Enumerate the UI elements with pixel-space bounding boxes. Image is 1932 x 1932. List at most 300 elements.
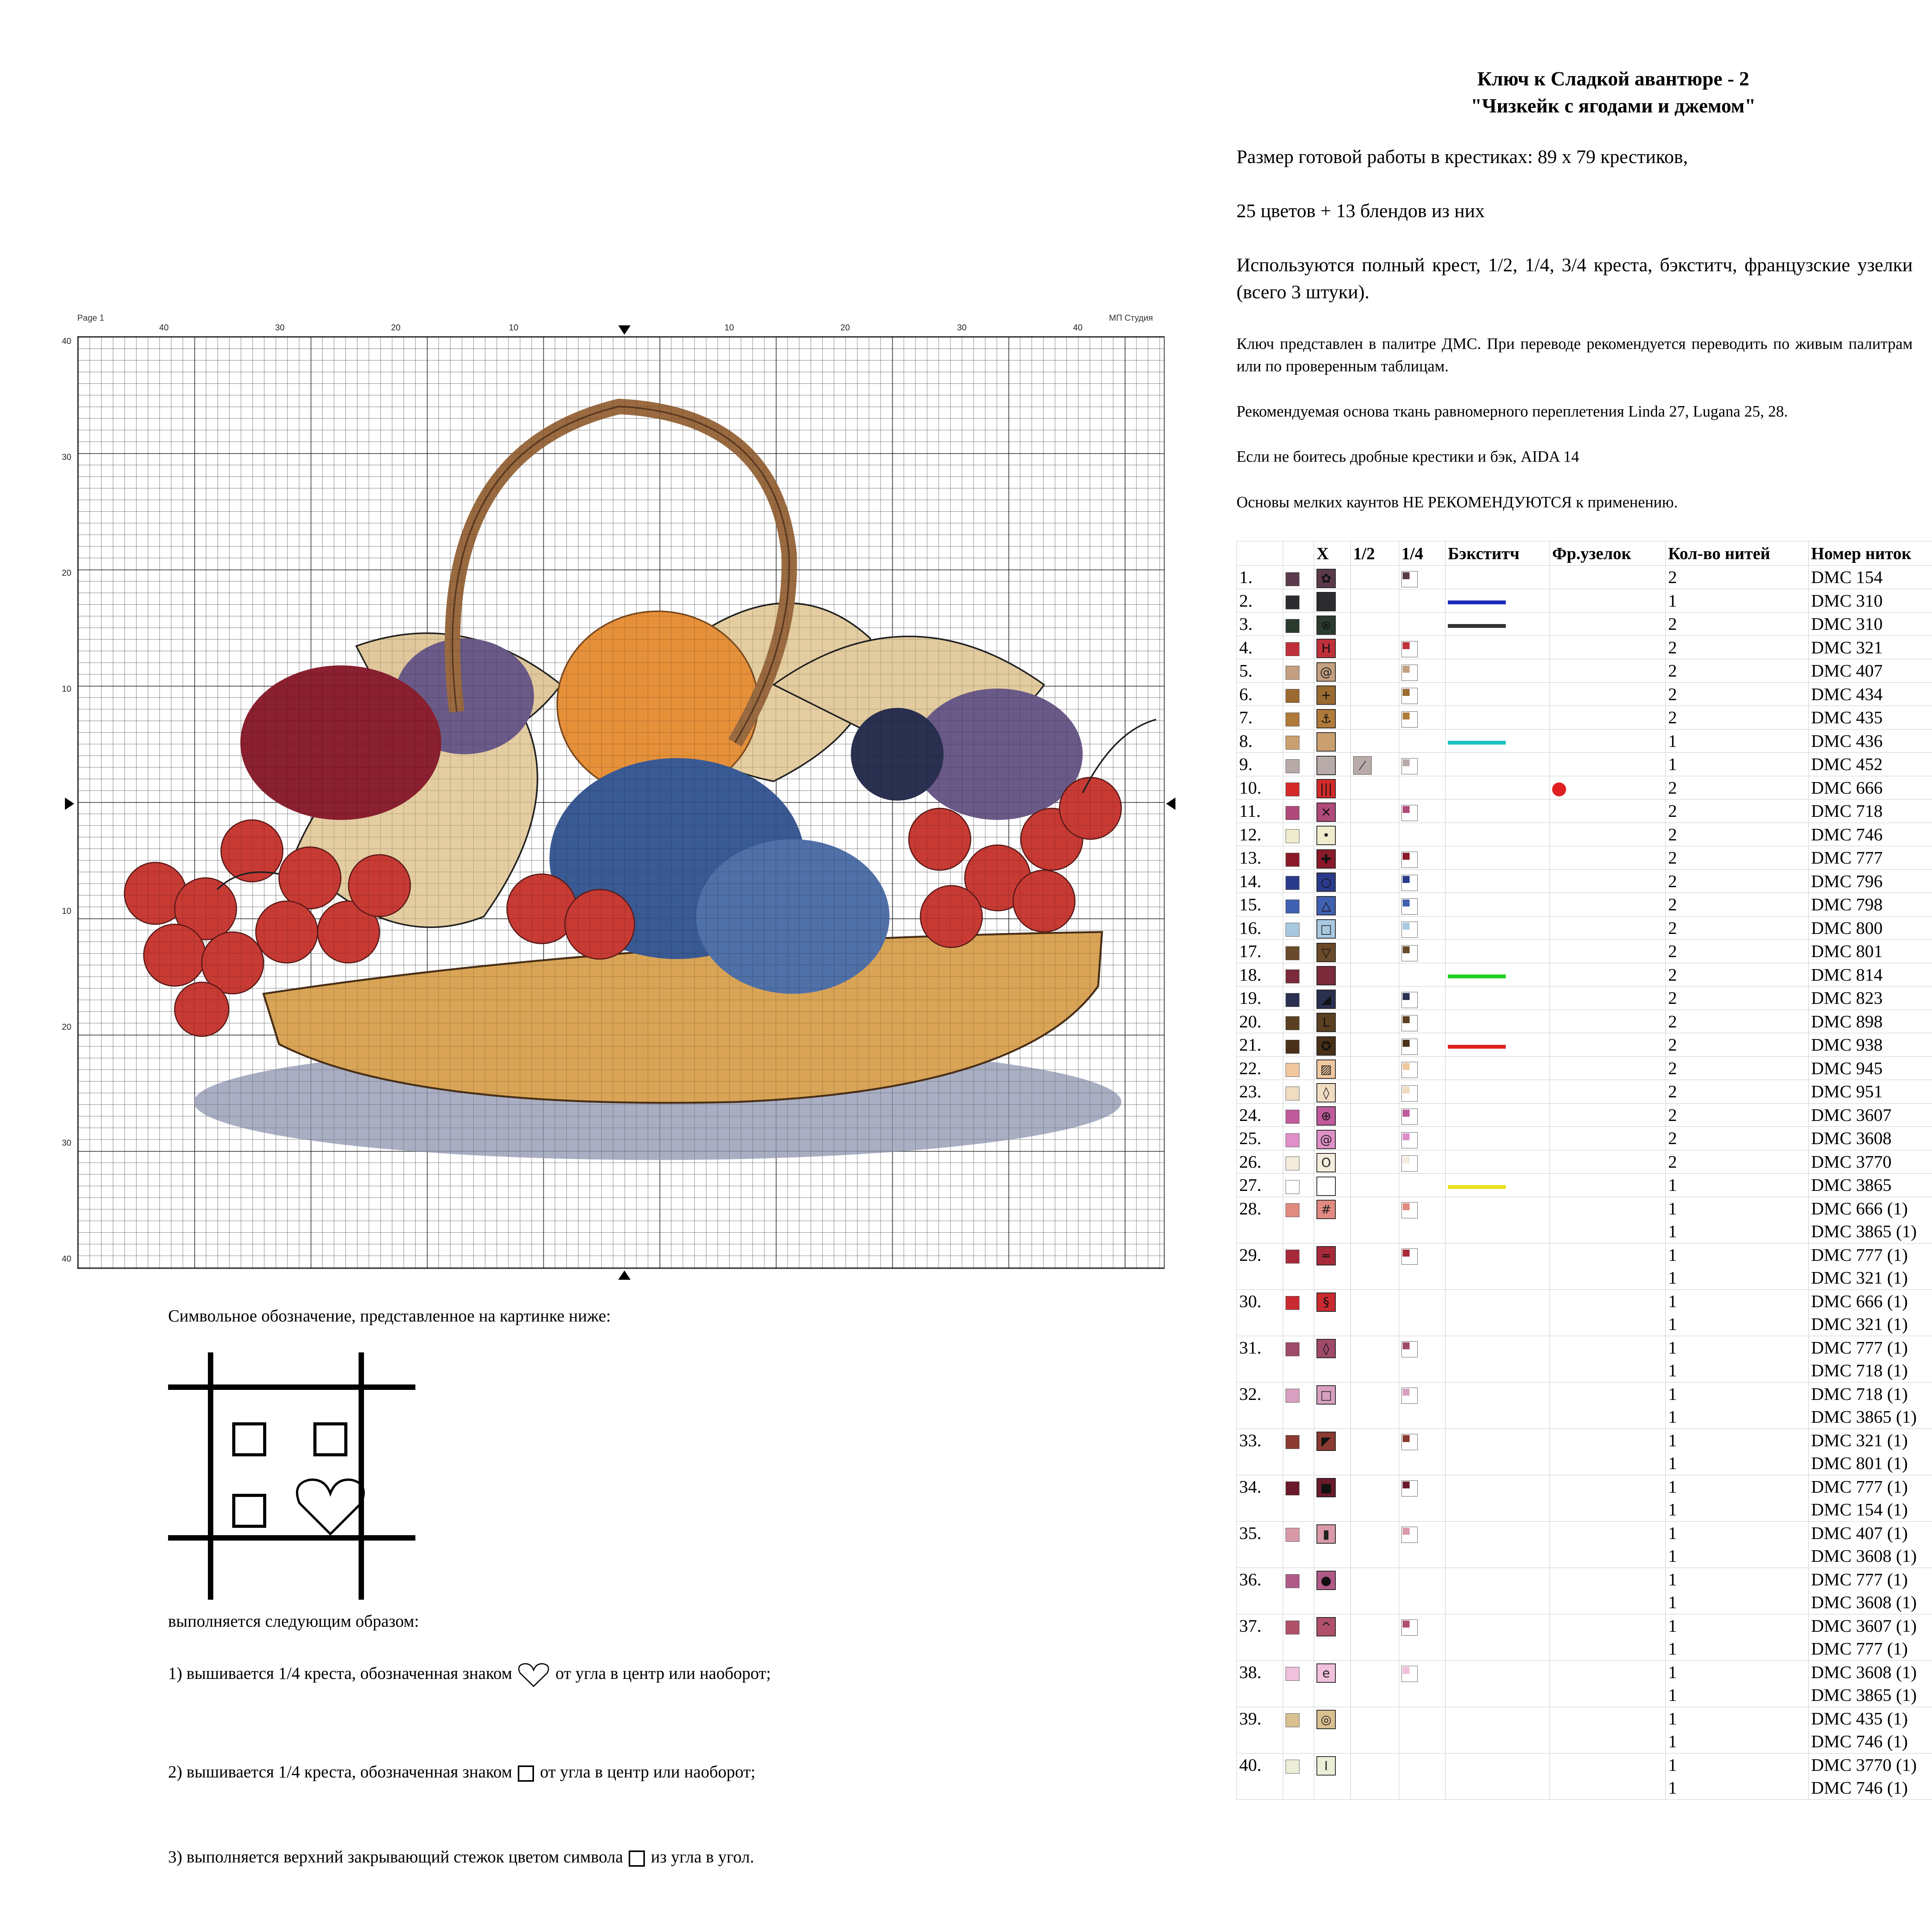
cell-color bbox=[1283, 963, 1314, 986]
cell-half bbox=[1351, 916, 1399, 940]
cell-thread-count: 2 bbox=[1666, 1010, 1809, 1033]
table-row bbox=[1237, 799, 1932, 823]
quarter-stitch-symbol bbox=[1401, 665, 1418, 681]
cell-backstitch bbox=[1446, 1127, 1550, 1150]
cell-french-knot bbox=[1550, 1336, 1666, 1359]
step1-text-end: от угла в центр или наоборот; bbox=[555, 1664, 771, 1683]
quarter-stitch-symbol bbox=[1401, 688, 1418, 704]
cell-number: 7. bbox=[1237, 706, 1283, 730]
table-row bbox=[1237, 1243, 1932, 1266]
cell-backstitch bbox=[1446, 1103, 1550, 1127]
key-title bbox=[1236, 66, 1932, 120]
table-row bbox=[1237, 659, 1932, 683]
stitch-symbol bbox=[1316, 592, 1336, 611]
cell-quarter bbox=[1399, 1660, 1446, 1684]
quarter-stitch-symbol bbox=[1401, 992, 1418, 1008]
quarter-stitch-symbol bbox=[1401, 875, 1418, 891]
cell-quarter bbox=[1399, 1056, 1446, 1080]
cell-color bbox=[1283, 1289, 1314, 1313]
backstitch-line bbox=[1448, 741, 1506, 745]
cell-dmc-number: DMC 3607 bbox=[1809, 1103, 1932, 1127]
stitch-symbol: L bbox=[1316, 1013, 1336, 1032]
cell-number bbox=[1237, 1730, 1283, 1753]
table-row bbox=[1237, 1313, 1932, 1336]
cell-half bbox=[1351, 729, 1399, 753]
cross-stitch-chart bbox=[58, 309, 1179, 1283]
cell-backstitch bbox=[1446, 1266, 1550, 1289]
cell-half bbox=[1351, 1776, 1399, 1799]
cell-backstitch bbox=[1446, 916, 1550, 940]
cell-thread-count: 1 bbox=[1666, 1452, 1809, 1475]
cell-number bbox=[1237, 1266, 1283, 1289]
cell-half bbox=[1351, 776, 1399, 799]
cell-dmc-number: DMC 3865 (1) bbox=[1809, 1405, 1932, 1429]
stitch-symbol bbox=[1316, 756, 1336, 775]
cell-french-knot bbox=[1550, 1568, 1666, 1591]
cell-dmc-number: DMC 666 (1) bbox=[1809, 1289, 1932, 1313]
color-swatch bbox=[1286, 1203, 1299, 1217]
palette-text: Ключ представлен в палитре ДМС. При переводе рекомендуется переводить по живым палитрам или по проверенным таблицам. bbox=[1236, 335, 1913, 375]
cell-dmc-number: DMC 718 (1) bbox=[1809, 1359, 1932, 1382]
cell-backstitch bbox=[1446, 776, 1550, 799]
stitch-symbol: @ bbox=[1316, 1130, 1336, 1149]
cell-color bbox=[1283, 1660, 1314, 1684]
stitch-symbol bbox=[1316, 1177, 1336, 1196]
cell-french-knot bbox=[1550, 706, 1666, 730]
cell-half bbox=[1351, 636, 1399, 659]
cell-backstitch bbox=[1446, 1173, 1550, 1197]
cell-half bbox=[1351, 1730, 1399, 1753]
cell-french-knot bbox=[1550, 1313, 1666, 1336]
cell-backstitch bbox=[1446, 1080, 1550, 1104]
cell-half bbox=[1351, 1220, 1399, 1243]
cell-number: 2. bbox=[1237, 589, 1283, 612]
top-tick: 40 bbox=[1073, 323, 1083, 332]
backstitch-line bbox=[1448, 600, 1506, 604]
cell-french-knot bbox=[1550, 963, 1666, 986]
cell-french-knot bbox=[1550, 1127, 1666, 1150]
color-swatch bbox=[1286, 642, 1299, 656]
cell-dmc-number: DMC 321 (1) bbox=[1809, 1429, 1932, 1452]
cell-color bbox=[1283, 566, 1314, 589]
color-swatch bbox=[1286, 853, 1299, 867]
cell-quarter bbox=[1399, 963, 1446, 986]
cell-backstitch bbox=[1446, 706, 1550, 730]
cell-x-symbol bbox=[1314, 1127, 1351, 1150]
cell-backstitch bbox=[1446, 1475, 1550, 1498]
cell-backstitch bbox=[1446, 1197, 1550, 1220]
cell-backstitch bbox=[1446, 753, 1550, 776]
stitch-symbol: ◢ bbox=[1316, 990, 1336, 1009]
cell-thread-count: 1 bbox=[1666, 1405, 1809, 1429]
quarter-stitch-symbol bbox=[1401, 1619, 1418, 1636]
cell-backstitch bbox=[1446, 566, 1550, 589]
stitch-symbol: H bbox=[1316, 639, 1336, 658]
center-bottom-arrow bbox=[618, 1270, 631, 1280]
table-row bbox=[1237, 706, 1932, 730]
cell-dmc-number: DMC 777 (1) bbox=[1809, 1568, 1932, 1591]
center-right-arrow bbox=[1166, 798, 1175, 810]
cell-x-symbol bbox=[1314, 1707, 1351, 1730]
quarter-stitch-symbol bbox=[1401, 571, 1418, 587]
cell-x-symbol bbox=[1314, 986, 1351, 1010]
quarter-stitch-symbol bbox=[1401, 1388, 1418, 1404]
cell-number: 4. bbox=[1237, 636, 1283, 659]
cell-half bbox=[1351, 1173, 1399, 1197]
cell-french-knot bbox=[1550, 1452, 1666, 1475]
cell-number: 11. bbox=[1237, 799, 1283, 823]
left-tick: 20 bbox=[62, 568, 71, 578]
table-row bbox=[1237, 1150, 1932, 1173]
cell-half bbox=[1351, 1452, 1399, 1475]
cell-thread-count: 2 bbox=[1666, 659, 1809, 683]
cell-thread-count: 1 bbox=[1666, 1220, 1809, 1243]
cell-french-knot bbox=[1550, 776, 1666, 799]
cell-dmc-number: DMC 3865 (1) bbox=[1809, 1220, 1932, 1243]
quarter-stitch-symbol bbox=[1401, 945, 1418, 961]
cell-number: 24. bbox=[1237, 1103, 1283, 1127]
cell-quarter bbox=[1399, 753, 1446, 776]
cell-thread-count: 1 bbox=[1666, 1776, 1809, 1799]
cell-dmc-number: DMC 801 (1) bbox=[1809, 1452, 1932, 1475]
instruction-step1 bbox=[168, 1660, 844, 1689]
cell-number bbox=[1237, 1220, 1283, 1243]
cell-number bbox=[1237, 1776, 1283, 1799]
color-swatch bbox=[1286, 829, 1299, 843]
stitch-symbol: ⊗ bbox=[1316, 616, 1336, 635]
cell-quarter bbox=[1399, 636, 1446, 659]
cell-quarter bbox=[1399, 1498, 1446, 1521]
cell-thread-count: 2 bbox=[1666, 986, 1809, 1010]
cell-number: 33. bbox=[1237, 1429, 1283, 1452]
cell-dmc-number: DMC 746 bbox=[1809, 823, 1932, 846]
table-row bbox=[1237, 753, 1932, 776]
cell-french-knot bbox=[1550, 1753, 1666, 1776]
cell-dmc-number: DMC 452 bbox=[1809, 753, 1932, 776]
table-row bbox=[1237, 1568, 1932, 1591]
cell-thread-count: 1 bbox=[1666, 1660, 1809, 1684]
cell-half bbox=[1351, 566, 1399, 589]
cell-french-knot bbox=[1550, 799, 1666, 823]
cell-number: 9. bbox=[1237, 753, 1283, 776]
cell-number bbox=[1237, 1544, 1283, 1568]
quarter-stitch-symbol bbox=[1401, 852, 1418, 868]
cell-thread-count: 1 bbox=[1666, 1243, 1809, 1266]
top-tick: 30 bbox=[957, 323, 967, 332]
heart-icon bbox=[516, 1662, 551, 1689]
quarter-stitch-symbol bbox=[1401, 1062, 1418, 1078]
cell-thread-count: 2 bbox=[1666, 636, 1809, 659]
step2-text: 2) вышивается 1/4 креста, обозначенная знаком bbox=[168, 1762, 512, 1781]
stitch-symbol: • bbox=[1316, 826, 1336, 845]
cell-thread-count: 1 bbox=[1666, 1173, 1809, 1197]
cell-thread-count: 2 bbox=[1666, 916, 1809, 940]
cell-half bbox=[1351, 823, 1399, 846]
chart-grid bbox=[77, 336, 1165, 1269]
color-swatch bbox=[1286, 1481, 1299, 1495]
cell-backstitch bbox=[1446, 1521, 1550, 1544]
cell-thread-count: 2 bbox=[1666, 1103, 1809, 1127]
symbol-example-diagram bbox=[168, 1352, 415, 1600]
table-row bbox=[1237, 940, 1932, 963]
color-swatch bbox=[1286, 946, 1299, 960]
cell-color bbox=[1283, 659, 1314, 683]
cell-thread-count: 1 bbox=[1666, 1591, 1809, 1614]
color-swatch bbox=[1286, 1250, 1299, 1264]
cell-french-knot bbox=[1550, 1033, 1666, 1057]
cell-quarter bbox=[1399, 1568, 1446, 1591]
cell-quarter bbox=[1399, 1243, 1446, 1266]
cell-color bbox=[1283, 1614, 1314, 1637]
cell-color bbox=[1283, 1127, 1314, 1150]
cell-color bbox=[1283, 1220, 1314, 1243]
cell-half bbox=[1351, 1614, 1399, 1637]
cell-x-symbol bbox=[1314, 1313, 1351, 1336]
header-half: 1/2 bbox=[1351, 541, 1399, 566]
table-row bbox=[1237, 636, 1932, 659]
cell-french-knot bbox=[1550, 846, 1666, 870]
left-tick: 40 bbox=[62, 336, 71, 346]
stitch-symbol: + bbox=[1316, 685, 1336, 705]
cell-thread-count: 1 bbox=[1666, 1614, 1809, 1637]
cell-color bbox=[1283, 1707, 1314, 1730]
color-swatch bbox=[1286, 1087, 1299, 1100]
cell-quarter bbox=[1399, 1313, 1446, 1336]
cell-thread-count: 2 bbox=[1666, 846, 1809, 870]
stitch-symbol: ▮ bbox=[1316, 1524, 1336, 1544]
cell-thread-count: 2 bbox=[1666, 1056, 1809, 1080]
color-swatch bbox=[1286, 1435, 1299, 1449]
table-row bbox=[1237, 823, 1932, 846]
quarter-stitch-symbol bbox=[1401, 1434, 1418, 1450]
table-row bbox=[1237, 612, 1932, 636]
table-row bbox=[1237, 1220, 1932, 1243]
table-row bbox=[1237, 916, 1932, 940]
cell-number: 8. bbox=[1237, 729, 1283, 753]
half-stitch-symbol: ⁄ bbox=[1353, 756, 1372, 775]
cell-color bbox=[1283, 1033, 1314, 1057]
cell-french-knot bbox=[1550, 1150, 1666, 1173]
cell-french-knot bbox=[1550, 986, 1666, 1010]
cell-thread-count: 1 bbox=[1666, 1684, 1809, 1707]
small-counts-text: Основы мелких каунтов НЕ РЕКОМЕНДУЮТСЯ к применению. bbox=[1236, 493, 1678, 511]
cell-backstitch bbox=[1446, 1591, 1550, 1614]
table-row bbox=[1237, 1080, 1932, 1104]
cell-french-knot bbox=[1550, 1498, 1666, 1521]
cell-number bbox=[1237, 1498, 1283, 1521]
cell-backstitch bbox=[1446, 1313, 1550, 1336]
cell-x-symbol bbox=[1314, 1103, 1351, 1127]
cell-thread-count: 1 bbox=[1666, 1707, 1809, 1730]
cell-quarter bbox=[1399, 566, 1446, 589]
stitch-symbol bbox=[1316, 966, 1336, 985]
cell-color bbox=[1283, 776, 1314, 799]
cell-color bbox=[1283, 1010, 1314, 1033]
fabric-text: Рекомендуемая основа ткань равномерного переплетения Linda 27, Lugana 25, 28. bbox=[1236, 402, 1788, 420]
table-row bbox=[1237, 1429, 1932, 1452]
cell-quarter bbox=[1399, 1220, 1446, 1243]
cell-dmc-number: DMC 310 bbox=[1809, 612, 1932, 636]
cell-quarter bbox=[1399, 1266, 1446, 1289]
cell-dmc-number: DMC 3865 (1) bbox=[1809, 1684, 1932, 1707]
quarter-stitch-symbol bbox=[1401, 1341, 1418, 1357]
color-swatch bbox=[1286, 900, 1299, 913]
cell-french-knot bbox=[1550, 659, 1666, 683]
left-tick: 10 bbox=[62, 684, 71, 694]
quarter-stitch-symbol bbox=[1401, 1480, 1418, 1497]
cell-x-symbol bbox=[1314, 729, 1351, 753]
cell-x-symbol bbox=[1314, 566, 1351, 589]
cell-thread-count: 2 bbox=[1666, 799, 1809, 823]
header-backstitch: Бэкститч bbox=[1446, 541, 1550, 566]
cell-color bbox=[1283, 1591, 1314, 1614]
cell-color bbox=[1283, 823, 1314, 846]
cell-french-knot bbox=[1550, 1080, 1666, 1104]
instruction-intro: Символьное обозначение, представленное на картинке ниже: bbox=[168, 1306, 611, 1325]
cell-backstitch bbox=[1446, 1336, 1550, 1359]
cell-x-symbol bbox=[1314, 1498, 1351, 1521]
cell-x-symbol bbox=[1314, 893, 1351, 917]
cell-x-symbol bbox=[1314, 1382, 1351, 1405]
cell-color bbox=[1283, 1776, 1314, 1799]
cell-thread-count: 2 bbox=[1666, 940, 1809, 963]
cell-quarter bbox=[1399, 1289, 1446, 1313]
cell-half bbox=[1351, 1475, 1399, 1498]
cell-french-knot bbox=[1550, 1614, 1666, 1637]
cell-french-knot bbox=[1550, 1382, 1666, 1405]
cell-number: 21. bbox=[1237, 1033, 1283, 1057]
stitch-symbol: ✚ bbox=[1316, 849, 1336, 869]
cell-dmc-number: DMC 666 (1) bbox=[1809, 1197, 1932, 1220]
quarter-stitch-symbol bbox=[1401, 1015, 1418, 1031]
cell-backstitch bbox=[1446, 799, 1550, 823]
cell-thread-count: 2 bbox=[1666, 1150, 1809, 1173]
cell-color bbox=[1283, 799, 1314, 823]
colors-text: 25 цветов + 13 блендов из них bbox=[1236, 200, 1485, 221]
cell-french-knot bbox=[1550, 1544, 1666, 1568]
cell-number: 16. bbox=[1237, 916, 1283, 940]
table-row bbox=[1237, 1614, 1932, 1637]
cell-dmc-number: DMC 777 (1) bbox=[1809, 1243, 1932, 1266]
cell-quarter bbox=[1399, 1753, 1446, 1776]
cell-number bbox=[1237, 1637, 1283, 1660]
size-text: Размер готовой работы в крестиках: 89 х 79 крестиков, bbox=[1236, 146, 1688, 167]
cell-backstitch bbox=[1446, 1359, 1550, 1382]
cell-number: 40. bbox=[1237, 1753, 1283, 1776]
cell-x-symbol bbox=[1314, 1405, 1351, 1429]
stitch-symbol: ⊕ bbox=[1316, 1106, 1336, 1126]
cell-dmc-number: DMC 3770 bbox=[1809, 1150, 1932, 1173]
cell-backstitch bbox=[1446, 659, 1550, 683]
cell-quarter bbox=[1399, 940, 1446, 963]
cell-dmc-number: DMC 154 (1) bbox=[1809, 1498, 1932, 1521]
top-tick: 20 bbox=[840, 323, 850, 332]
stitch-symbol: ● bbox=[1316, 1571, 1336, 1590]
quarter-stitch-symbol bbox=[1401, 758, 1418, 774]
cell-x-symbol bbox=[1314, 659, 1351, 683]
cell-color bbox=[1283, 1452, 1314, 1475]
quarter-stitch-symbol bbox=[1401, 898, 1418, 915]
cell-x-symbol bbox=[1314, 1150, 1351, 1173]
cell-x-symbol bbox=[1314, 776, 1351, 799]
cell-x-symbol bbox=[1314, 1359, 1351, 1382]
left-tick: 30 bbox=[62, 452, 71, 462]
cell-backstitch bbox=[1446, 1243, 1550, 1266]
color-swatch bbox=[1286, 1156, 1299, 1170]
cell-color bbox=[1283, 612, 1314, 636]
color-swatch bbox=[1286, 1296, 1299, 1310]
cell-backstitch bbox=[1446, 1707, 1550, 1730]
color-swatch bbox=[1286, 689, 1299, 703]
cell-color bbox=[1283, 636, 1314, 659]
cell-dmc-number: DMC 798 bbox=[1809, 893, 1932, 917]
cell-dmc-number: DMC 321 (1) bbox=[1809, 1266, 1932, 1289]
cell-number bbox=[1237, 1313, 1283, 1336]
color-swatch bbox=[1286, 1016, 1299, 1030]
cell-half bbox=[1351, 963, 1399, 986]
cell-thread-count: 1 bbox=[1666, 1637, 1809, 1660]
cell-french-knot bbox=[1550, 1660, 1666, 1684]
cell-quarter bbox=[1399, 729, 1446, 753]
stitch-symbol: ✪ bbox=[1316, 1036, 1336, 1056]
stitch-symbol: □ bbox=[1316, 1385, 1336, 1405]
cell-x-symbol bbox=[1314, 963, 1351, 986]
cell-number: 3. bbox=[1237, 612, 1283, 636]
cell-french-knot bbox=[1550, 1591, 1666, 1614]
cell-thread-count: 1 bbox=[1666, 1382, 1809, 1405]
cell-color bbox=[1283, 1405, 1314, 1429]
cell-x-symbol bbox=[1314, 1336, 1351, 1359]
color-swatch bbox=[1286, 1110, 1299, 1124]
stitch-symbol: # bbox=[1316, 1200, 1336, 1219]
table-row bbox=[1237, 1753, 1932, 1776]
cell-backstitch bbox=[1446, 1660, 1550, 1684]
cell-half bbox=[1351, 706, 1399, 730]
quarter-stitch-symbol bbox=[1401, 1109, 1418, 1125]
cell-quarter bbox=[1399, 589, 1446, 612]
cell-number: 20. bbox=[1237, 1010, 1283, 1033]
cell-half bbox=[1351, 1080, 1399, 1104]
table-row bbox=[1237, 1707, 1932, 1730]
cell-dmc-number: DMC 801 bbox=[1809, 940, 1932, 963]
cell-color bbox=[1283, 753, 1314, 776]
cell-color bbox=[1283, 1730, 1314, 1753]
cell-color bbox=[1283, 1568, 1314, 1591]
cell-half bbox=[1351, 1637, 1399, 1660]
cell-quarter bbox=[1399, 916, 1446, 940]
table-row bbox=[1237, 846, 1932, 870]
cell-x-symbol bbox=[1314, 1243, 1351, 1266]
cell-thread-count: 1 bbox=[1666, 1429, 1809, 1452]
table-row bbox=[1237, 566, 1932, 589]
color-swatch bbox=[1286, 806, 1299, 820]
cell-backstitch bbox=[1446, 636, 1550, 659]
table-row bbox=[1237, 1033, 1932, 1057]
cell-french-knot bbox=[1550, 1776, 1666, 1799]
table-row bbox=[1237, 682, 1932, 706]
cell-x-symbol bbox=[1314, 612, 1351, 636]
stitch-symbol: ▨ bbox=[1316, 1060, 1336, 1079]
stitch-symbol: ✕ bbox=[1316, 803, 1336, 822]
cell-quarter bbox=[1399, 1336, 1446, 1359]
cell-x-symbol bbox=[1314, 1753, 1351, 1776]
cell-x-symbol bbox=[1314, 1452, 1351, 1475]
cell-color bbox=[1283, 1150, 1314, 1173]
step2-text-end: от угла в центр или наоборот; bbox=[540, 1762, 755, 1781]
cell-half bbox=[1351, 893, 1399, 917]
table-row bbox=[1237, 1103, 1932, 1127]
cell-dmc-number: DMC 435 bbox=[1809, 706, 1932, 730]
